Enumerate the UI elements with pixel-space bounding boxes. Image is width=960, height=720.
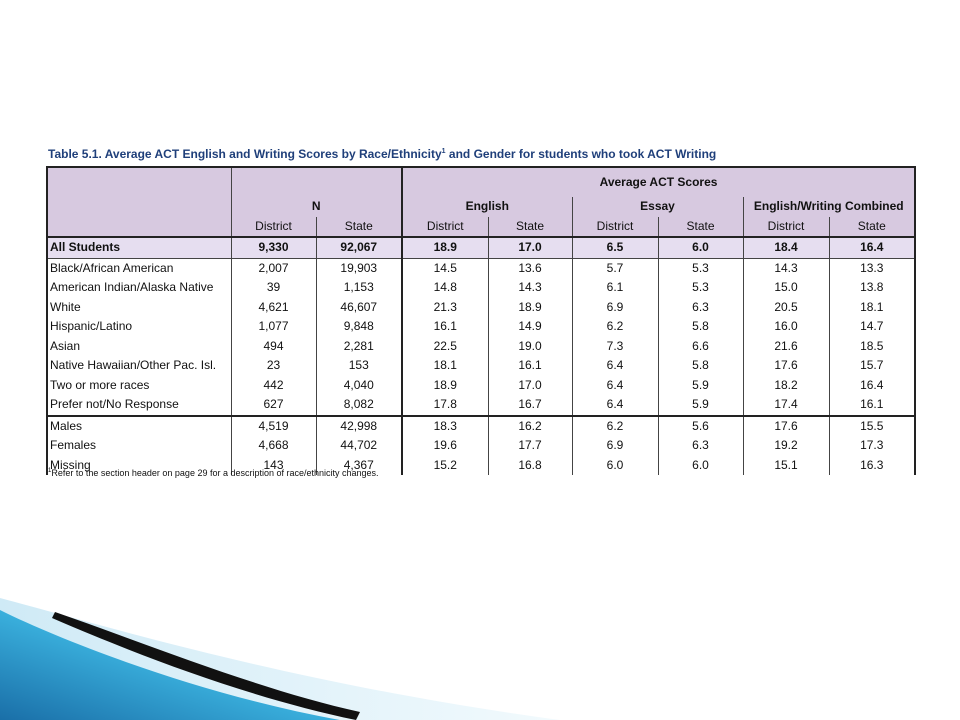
cell-combined-district: 17.4 bbox=[743, 395, 829, 416]
header-n-spacer bbox=[231, 167, 402, 197]
cell-english-state: 17.0 bbox=[488, 237, 572, 258]
cell-combined-state: 13.3 bbox=[829, 258, 915, 278]
cell-essay-state: 5.8 bbox=[658, 317, 743, 337]
header-corner bbox=[47, 167, 231, 237]
cell-english-state: 16.1 bbox=[488, 356, 572, 376]
cell-combined-district: 18.2 bbox=[743, 376, 829, 396]
cell-essay-state: 6.6 bbox=[658, 337, 743, 357]
cell-combined-district: 15.1 bbox=[743, 456, 829, 476]
row-label: All Students bbox=[47, 237, 231, 258]
col-n-district: District bbox=[231, 217, 316, 238]
footnote-text: Refer to the section header on page 29 for a description of race/ethnicity changes. bbox=[51, 468, 379, 478]
cell-essay-state: 5.9 bbox=[658, 376, 743, 396]
cell-english-district: 14.5 bbox=[402, 258, 488, 278]
cell-essay-district: 5.7 bbox=[572, 258, 658, 278]
cell-combined-state: 17.3 bbox=[829, 436, 915, 456]
all-students-row bbox=[47, 237, 915, 258]
row-label: Males bbox=[47, 416, 231, 437]
header-english: English bbox=[402, 197, 572, 217]
cell-essay-state: 6.3 bbox=[658, 298, 743, 318]
cell-english-state: 19.0 bbox=[488, 337, 572, 357]
cell-n-state: 42,998 bbox=[316, 416, 402, 437]
table-title-footnote-marker: 1 bbox=[441, 148, 446, 155]
col-essay-state: State bbox=[658, 217, 743, 238]
cell-english-state: 13.6 bbox=[488, 258, 572, 278]
cell-n-state: 4,367 bbox=[316, 456, 402, 476]
cell-n-district: 9,330 bbox=[231, 237, 316, 258]
cell-essay-district: 7.3 bbox=[572, 337, 658, 357]
cell-essay-district: 6.0 bbox=[572, 456, 658, 476]
header-n: N bbox=[231, 197, 402, 217]
cell-combined-district: 21.6 bbox=[743, 337, 829, 357]
table-row bbox=[47, 436, 915, 456]
header-row-1 bbox=[47, 167, 915, 197]
row-label: Hispanic/Latino bbox=[47, 317, 231, 337]
cell-n-state: 44,702 bbox=[316, 436, 402, 456]
act-scores-table bbox=[46, 166, 916, 475]
cell-combined-state: 16.4 bbox=[829, 376, 915, 396]
table-row bbox=[47, 356, 915, 376]
cell-n-district: 2,007 bbox=[231, 258, 316, 278]
cell-combined-district: 16.0 bbox=[743, 317, 829, 337]
row-label: Two or more races bbox=[47, 376, 231, 396]
cell-essay-district: 6.9 bbox=[572, 298, 658, 318]
row-label: American Indian/Alaska Native bbox=[47, 278, 231, 298]
header-average-act-scores: Average ACT Scores bbox=[402, 167, 915, 197]
cell-english-district: 14.8 bbox=[402, 278, 488, 298]
cell-n-state: 2,281 bbox=[316, 337, 402, 357]
table-row bbox=[47, 395, 915, 416]
table-title bbox=[48, 147, 716, 161]
cell-n-state: 19,903 bbox=[316, 258, 402, 278]
cell-english-district: 18.9 bbox=[402, 237, 488, 258]
table-footnote bbox=[48, 468, 379, 478]
cell-english-district: 19.6 bbox=[402, 436, 488, 456]
cell-n-district: 23 bbox=[231, 356, 316, 376]
col-english-state: State bbox=[488, 217, 572, 238]
table-title-tail: and Gender for students who took ACT Writing bbox=[445, 147, 717, 161]
col-essay-district: District bbox=[572, 217, 658, 238]
table-row bbox=[47, 337, 915, 357]
cell-essay-state: 5.8 bbox=[658, 356, 743, 376]
cell-english-state: 16.8 bbox=[488, 456, 572, 476]
decorative-swoosh bbox=[0, 590, 960, 720]
row-label: White bbox=[47, 298, 231, 318]
cell-n-state: 92,067 bbox=[316, 237, 402, 258]
cell-english-state: 16.7 bbox=[488, 395, 572, 416]
cell-n-district: 39 bbox=[231, 278, 316, 298]
row-label: Black/African American bbox=[47, 258, 231, 278]
table-row bbox=[47, 376, 915, 396]
row-label: Prefer not/No Response bbox=[47, 395, 231, 416]
col-combined-state: State bbox=[829, 217, 915, 238]
cell-english-state: 16.2 bbox=[488, 416, 572, 437]
header-essay: Essay bbox=[572, 197, 743, 217]
cell-combined-state: 16.1 bbox=[829, 395, 915, 416]
cell-english-state: 14.3 bbox=[488, 278, 572, 298]
cell-essay-district: 6.4 bbox=[572, 356, 658, 376]
cell-n-state: 46,607 bbox=[316, 298, 402, 318]
cell-essay-state: 5.6 bbox=[658, 416, 743, 437]
cell-n-district: 627 bbox=[231, 395, 316, 416]
cell-essay-district: 6.1 bbox=[572, 278, 658, 298]
cell-english-state: 18.9 bbox=[488, 298, 572, 318]
cell-combined-state: 14.7 bbox=[829, 317, 915, 337]
cell-essay-state: 6.0 bbox=[658, 456, 743, 476]
cell-english-district: 17.8 bbox=[402, 395, 488, 416]
cell-english-district: 18.1 bbox=[402, 356, 488, 376]
col-n-state: State bbox=[316, 217, 402, 238]
cell-english-state: 14.9 bbox=[488, 317, 572, 337]
cell-english-district: 18.3 bbox=[402, 416, 488, 437]
cell-essay-state: 6.3 bbox=[658, 436, 743, 456]
cell-n-state: 4,040 bbox=[316, 376, 402, 396]
cell-essay-state: 6.0 bbox=[658, 237, 743, 258]
cell-n-state: 1,153 bbox=[316, 278, 402, 298]
cell-n-district: 494 bbox=[231, 337, 316, 357]
cell-english-district: 22.5 bbox=[402, 337, 488, 357]
cell-combined-state: 15.7 bbox=[829, 356, 915, 376]
cell-english-district: 15.2 bbox=[402, 456, 488, 476]
cell-essay-district: 6.4 bbox=[572, 395, 658, 416]
cell-essay-district: 6.4 bbox=[572, 376, 658, 396]
cell-n-district: 4,621 bbox=[231, 298, 316, 318]
cell-n-state: 8,082 bbox=[316, 395, 402, 416]
cell-english-district: 16.1 bbox=[402, 317, 488, 337]
table-row bbox=[47, 278, 915, 298]
row-label: Females bbox=[47, 436, 231, 456]
cell-essay-district: 6.5 bbox=[572, 237, 658, 258]
cell-n-district: 4,519 bbox=[231, 416, 316, 437]
cell-n-state: 9,848 bbox=[316, 317, 402, 337]
cell-essay-district: 6.2 bbox=[572, 317, 658, 337]
cell-combined-state: 18.1 bbox=[829, 298, 915, 318]
cell-essay-state: 5.3 bbox=[658, 258, 743, 278]
cell-n-district: 143 bbox=[231, 456, 316, 476]
cell-combined-district: 18.4 bbox=[743, 237, 829, 258]
table-row bbox=[47, 258, 915, 278]
row-label: Missing bbox=[47, 456, 231, 476]
cell-combined-state: 16.4 bbox=[829, 237, 915, 258]
cell-combined-state: 15.5 bbox=[829, 416, 915, 437]
cell-n-district: 4,668 bbox=[231, 436, 316, 456]
footnote-marker: 1 bbox=[48, 468, 52, 474]
table-title-main: Table 5.1. Average ACT English and Writing Scores by Race/Ethnicity bbox=[48, 147, 442, 161]
cell-combined-district: 15.0 bbox=[743, 278, 829, 298]
table-row bbox=[47, 416, 915, 437]
cell-n-state: 153 bbox=[316, 356, 402, 376]
cell-combined-state: 16.3 bbox=[829, 456, 915, 476]
cell-english-district: 18.9 bbox=[402, 376, 488, 396]
cell-combined-district: 14.3 bbox=[743, 258, 829, 278]
cell-english-state: 17.7 bbox=[488, 436, 572, 456]
col-combined-district: District bbox=[743, 217, 829, 238]
table-row bbox=[47, 298, 915, 318]
cell-essay-state: 5.3 bbox=[658, 278, 743, 298]
col-english-district: District bbox=[402, 217, 488, 238]
cell-combined-district: 20.5 bbox=[743, 298, 829, 318]
cell-english-state: 17.0 bbox=[488, 376, 572, 396]
row-label: Asian bbox=[47, 337, 231, 357]
cell-n-district: 1,077 bbox=[231, 317, 316, 337]
cell-combined-district: 17.6 bbox=[743, 416, 829, 437]
header-combined: English/Writing Combined bbox=[743, 197, 915, 217]
cell-combined-state: 18.5 bbox=[829, 337, 915, 357]
cell-combined-district: 19.2 bbox=[743, 436, 829, 456]
table-row bbox=[47, 317, 915, 337]
cell-essay-district: 6.9 bbox=[572, 436, 658, 456]
row-label: Native Hawaiian/Other Pac. Isl. bbox=[47, 356, 231, 376]
cell-n-district: 442 bbox=[231, 376, 316, 396]
cell-essay-district: 6.2 bbox=[572, 416, 658, 437]
cell-combined-state: 13.8 bbox=[829, 278, 915, 298]
cell-essay-state: 5.9 bbox=[658, 395, 743, 416]
cell-combined-district: 17.6 bbox=[743, 356, 829, 376]
cell-english-district: 21.3 bbox=[402, 298, 488, 318]
